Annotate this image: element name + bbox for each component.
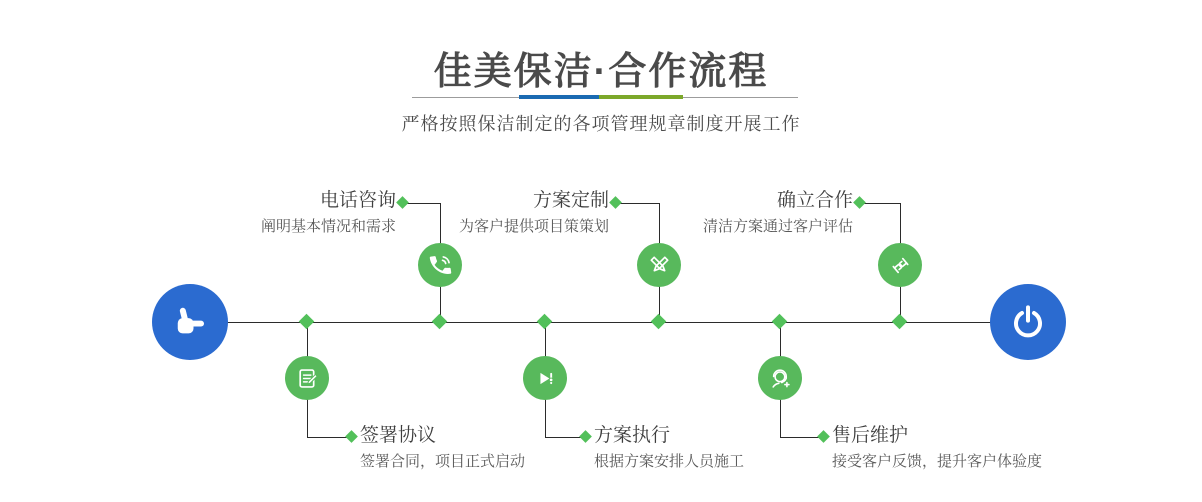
step-desc: 清洁方案通过客户评估	[702, 218, 853, 235]
page-subtitle: 严格按照保洁制定的各项管理规章制度开展工作	[401, 114, 801, 134]
axis-diamond	[651, 314, 667, 330]
aftersale-node	[758, 356, 802, 400]
execute-node	[523, 356, 567, 400]
plan-node	[637, 243, 681, 287]
stub-contract	[307, 437, 350, 438]
headset-icon	[767, 365, 794, 392]
step-desc: 阐明基本情况和需求	[260, 218, 396, 235]
play-icon	[532, 365, 559, 392]
step-title: 电话咨询	[319, 190, 396, 211]
phone-icon	[427, 252, 454, 279]
crossed-pencils-icon	[646, 252, 673, 279]
step-title: 方案执行	[594, 425, 671, 446]
divider-accent	[519, 95, 683, 99]
end-node	[990, 284, 1066, 360]
axis-diamond	[537, 314, 553, 330]
stub-aftersale	[780, 437, 822, 438]
step-title: 签署协议	[360, 425, 437, 446]
power-icon	[1008, 302, 1048, 342]
label-diamond	[579, 430, 592, 443]
step-title: 确立合作	[776, 190, 853, 211]
step-desc: 签署合同，项目正式启动	[360, 453, 526, 470]
step-sign-agreement	[360, 425, 525, 471]
contract-node	[285, 356, 329, 400]
step-title: 方案定制	[532, 190, 609, 211]
step-phone-consult	[176, 190, 396, 236]
title-divider	[412, 95, 798, 101]
label-diamond	[853, 196, 866, 209]
page-title: 佳美保洁·合作流程	[433, 51, 769, 93]
step-aftersale-maintain	[832, 425, 1042, 471]
axis-diamond	[892, 314, 908, 330]
handshake-icon	[887, 252, 914, 279]
step-plan-execute	[594, 425, 744, 471]
axis-diamond	[299, 314, 315, 330]
step-desc: 为客户提供项目策策划	[458, 218, 609, 235]
step-title: 售后维护	[832, 425, 909, 446]
divider-blue-segment	[519, 95, 599, 99]
step-desc: 接受客户反馈，提升客户体验度	[832, 453, 1043, 470]
hand-point-right-icon	[169, 301, 211, 343]
stub-execute	[545, 437, 584, 438]
contract-icon	[294, 365, 321, 392]
step-desc: 根据方案安排人员施工	[594, 453, 745, 470]
step-plan-custom	[389, 190, 609, 236]
divider-green-segment	[599, 95, 683, 99]
start-node	[152, 284, 228, 360]
phone-node	[418, 243, 462, 287]
label-diamond	[817, 430, 830, 443]
step-confirm-cooperation	[633, 190, 853, 236]
cooperate-node	[878, 243, 922, 287]
label-diamond	[345, 430, 358, 443]
label-diamond	[609, 196, 622, 209]
axis-diamond	[772, 314, 788, 330]
axis-diamond	[432, 314, 448, 330]
